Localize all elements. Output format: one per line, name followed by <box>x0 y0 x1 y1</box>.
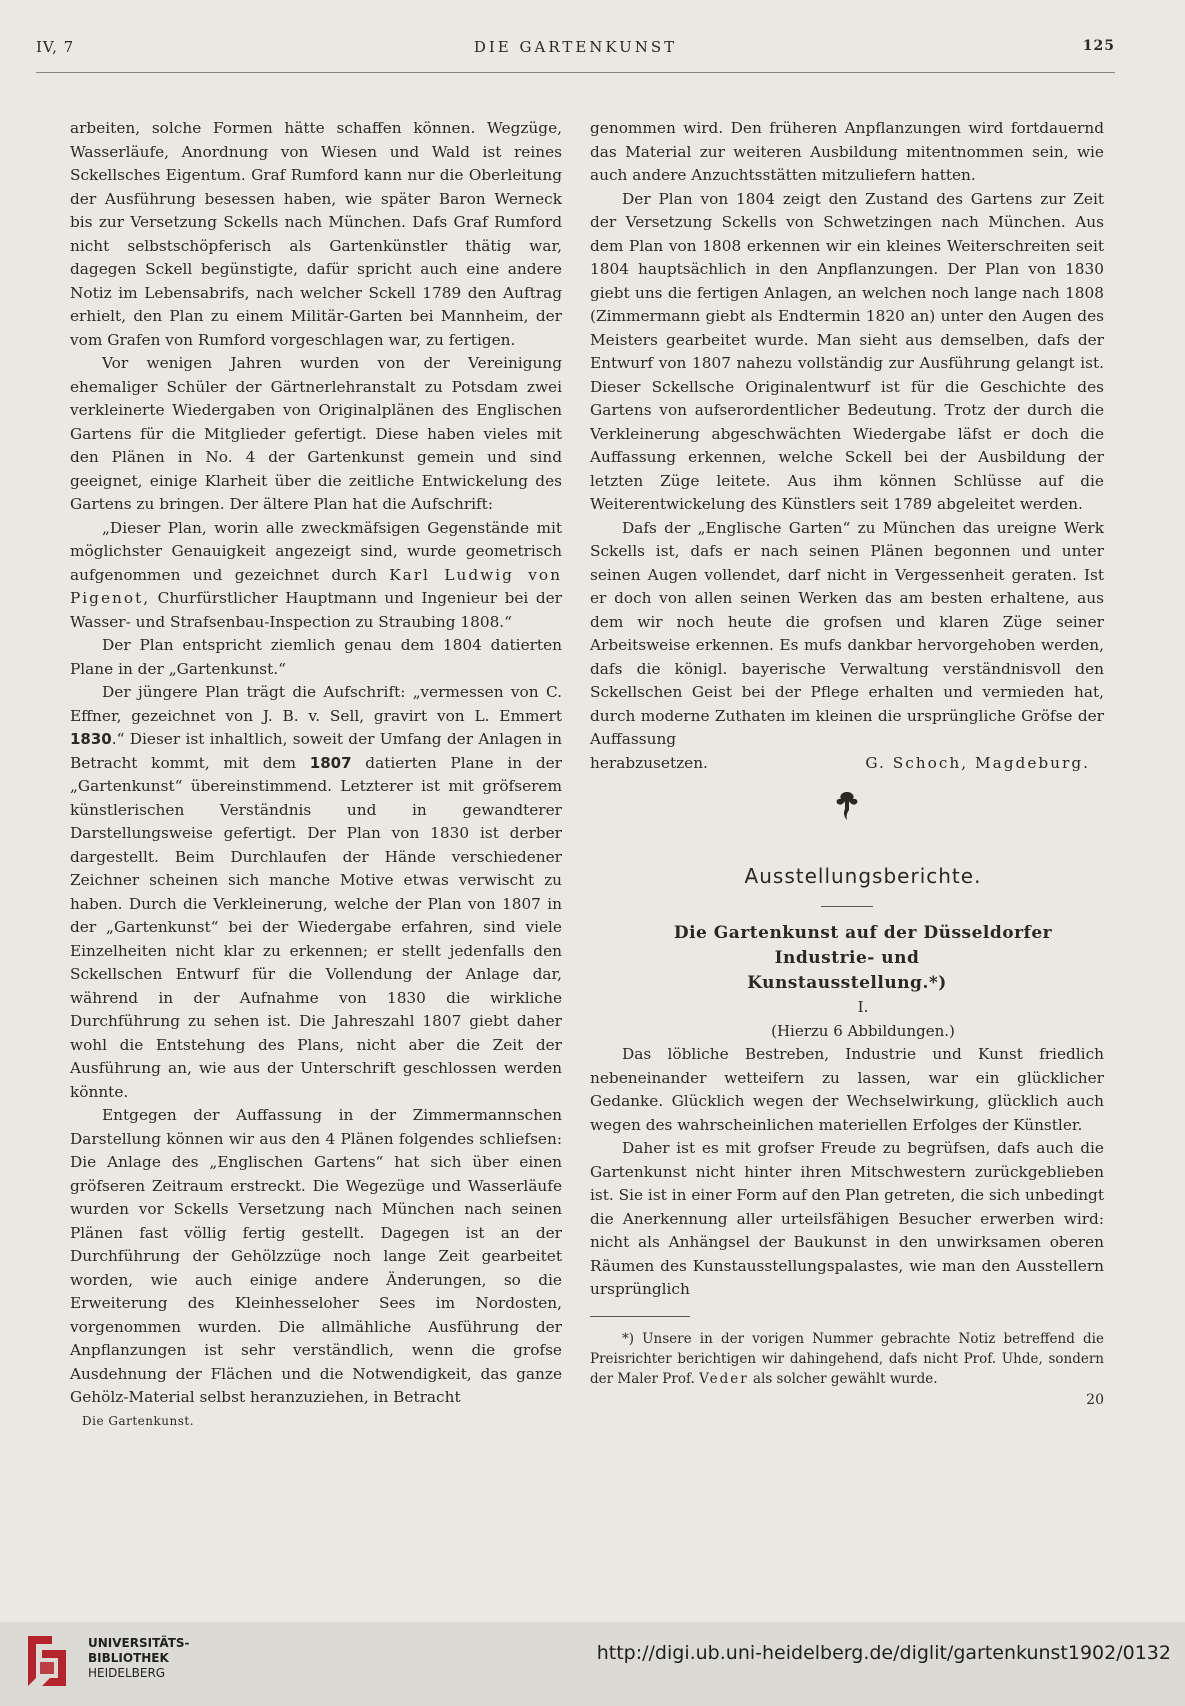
signature-line: herabzusetzen. G. Schoch, Magdeburg. <box>590 752 1104 776</box>
illustrations-note: (Hierzu 6 Abbildungen.) <box>771 1021 955 1040</box>
footnote: *) Unsere in der vorigen Nummer gebrachte Notiz betreffend die Preisrichter berichtigen wir dahingehend, dafs nicht Prof. Uhde, sondern der Maler Prof. Veder als solcher gewählt wurde. <box>590 1330 1104 1387</box>
paragraph: Der Plan entspricht ziemlich genau dem 1804 datierten Plane in der „Gartenkunst.“ <box>70 636 562 678</box>
spaced-name: Veder <box>699 1370 749 1387</box>
paragraph: Daher ist es mit grofser Freude zu begrüfsen, dafs auch die Gartenkunst nicht hinter ihren Mitschwestern zurückgeblieben ist. Sie ist in einer Form auf den Plan getreten, die sich unbedingt die Anerkennung aller urteilsfähigen Besucher erwerben wird: nicht als Anhängsel der Baukunst in den unwirksamen oberen Räumen des Kunstausstellungspalastes, wie man den Ausstellern ursprünglich <box>590 1139 1104 1298</box>
section-title: Ausstellungsberichte. <box>744 863 982 888</box>
paragraph: Der jüngere Plan trägt die Aufschrift: „vermessen von C. Effner, gezeichnet von J. B. v. Sell, gravirt von L. Emmert 1830.“ Dieser ist inhaltlich, soweit der Umfang der Anlagen in Betracht kommt, mit dem 1807 datierten Plane in der „Gartenkunst“ übereinstimmend. Letzterer ist mit gröfserem künstlerischen Verständnis und in gewandterer Darstellungsweise gefertigt. Der Plan von 1830 ist derber dargestellt. Beim Durchlaufen der Hände verschiedener Zeichner scheinen sich manche Motive etwas verwischt zu haben. Durch die Verkleinerung, welche der Plan von 1807 in der „Gartenkunst“ bei der Wiedergabe erfahren, sind viele Einzelheiten nicht klar zu erkennen; er stellt jedenfalls den Sckellschen Entwurf für die Vollendung der Anlage dar, während in der Aufnahme von 1830 die wirkliche Durchführung zu sehen ist. Die Jahreszahl 1807 giebt daher wohl die Entstehung des Plans, nicht aber die Zeit der Ausführung an, wie aus der Unterschrift geschlossen werden könnte. <box>70 683 562 1101</box>
source-url-link[interactable]: http://digi.ub.uni-heidelberg.de/diglit/gartenkunst1902/0132 <box>596 1642 1171 1664</box>
year-1807: 1807 <box>309 753 352 772</box>
paragraph: genommen wird. Den früheren Anpflanzungen wird fortdauernd das Material zur weiteren Ausbildung mitentnommen sein, wie auch andere Anzuchtsstätten mitzuliefern hatten. <box>590 119 1104 184</box>
digitization-footer <box>0 1622 1185 1706</box>
footnote-rule <box>590 1316 690 1317</box>
header-rule <box>36 72 1115 73</box>
paragraph: arbeiten, solche Formen hätte schaffen können. Wegzüge, Wasserläufe, Anordnung von Wiesen und Wald ist reines Sckellsches Eigentum. Graf Rumford kann nur die Oberleitung der Ausführung besessen haben, wie später Baron Werneck bis zur Versetzung Sckells nach München. Dafs Graf Rumford nicht selbstschöpferisch als Gartenkünstler thätig war, dagegen Sckell begünstigte, dafür spricht auch eine andere Notiz im Lebensabrifs, nach welcher Sckell 1789 den Auftrag erhielt, den Plan zu einem Militär-Garten bei Mannheim, der vom Grafen von Rumford vorgeschlagen war, zu fertigen. <box>70 119 562 349</box>
signature-mark: 20 <box>1086 1391 1104 1408</box>
university-library-logo-icon <box>22 1632 72 1690</box>
paragraph: Der Plan von 1804 zeigt den Zustand des Gartens zur Zeit der Versetzung Sckells von Schwetzingen nach München. Aus dem Plan von 1808 erkennen wir ein kleines Weiterschreiten seit 1804 hauptsächlich in den Anpflanzungen. Der Plan von 1830 giebt uns die fertigen Anlagen, an welchen noch lange nach 1808 (Zimmermann giebt als Endtermin 1820 an) unter den Augen des Meisters gearbeitet wurde. Man sieht aus demselben, dafs der Entwurf von 1807 nahezu vollständig zur Ausführung gelangt ist. Dieser Sckellsche Originalentwurf ist für die Geschichte des Gartens von aufserordentlicher Bedeutung. Trotz der durch die Verkleinerung abgeschwächten Wiedergabe läfst er doch die Auffassung erkennen, welche Sckell bei der Ausbildung der letzten Züge leitete. Aus ihm können Schlüsse auf die Weiterentwickelung des Künstlers seit 1789 abgeleitet werden. <box>590 189 1104 513</box>
author-signature: G. Schoch, Magdeburg. <box>865 753 1090 772</box>
journal-title: DIE GARTENKUNST <box>473 38 678 56</box>
paragraph: Entgegen der Auffassung in der Zimmermannschen Darstellung können wir aus den 4 Plänen folgendes schliefsen: Die Anlage des „Englischen Gartens“ hat sich über einen gröfseren Zeitraum erstreckt. Die Wegezüge und Wasserläufe wurden vor Sckells Versetzung nach München nach seinen Plänen fast völlig fertig gestellt. Dagegen ist an der Durchführung der Gehölzzüge noch lange Zeit gearbeitet worden, wie auch einige andere Änderungen, so die Erweiterung des Kleinhesseloher Sees im Nordosten, vorgenommen wurden. Die allmähliche Ausführung der Anpflanzungen ist sehr verständlich, wenn die grofse Ausdehnung der Flächen und die Notwendigkeit, das ganze Gehölz-Material selbst heranzuziehen, in Betracht <box>70 1106 562 1406</box>
part-number: I. <box>857 998 869 1016</box>
paragraph: Dafs der „Englische Garten“ zu München das ureigne Werk Sckells ist, dafs er nach seinen Plänen begonnen und unter seinen Augen vollendet, darf nicht in Vergessenheit geraten. Ist er doch von allen seinen Werken das am besten erhaltene, aus dem wir noch heute die grofsen und klaren Züge seiner Arbeitsweise erkennen. Es mufs dankbar hervorgehoben werden, dafs die königl. bayerische Verwaltung verständnisvoll den Sckellschen Geist bei der Pflege erhalten und vermieden hat, durch moderne Zuthaten im kleinen die ursprüngliche Gröfse der Auffassung <box>590 518 1104 748</box>
paragraph: Das löbliche Bestreben, Industrie und Kunst friedlich nebeneinander wetteifern zu lassen, war ein glücklicher Gedanke. Glücklich wegen der Wechselwirkung, glücklich auch wegen des wahrscheinlichen materiellen Erfolges der Künstler. <box>590 1045 1104 1134</box>
paragraph: Vor wenigen Jahren wurden von der Vereinigung ehemaliger Schüler der Gärtnerlehranstalt zu Potsdam zwei verkleinerte Wiedergaben von Originalplänen des Englischen Gartens für die Mitglieder gefertigt. Diese haben vieles mit den Plänen in No. 4 der Gartenkunst gemein und sind geeignet, einige Klarheit über die zeitliche Entwickelung des Gartens zu bringen. Der ältere Plan hat die Aufschrift: <box>70 354 562 513</box>
year-1830: 1830 <box>70 730 112 748</box>
ornament-icon <box>590 789 1104 831</box>
article-title: Die Gartenkunst auf der Düsseldorfer Industrie- und Kunstausstellung.*) <box>673 923 1053 993</box>
running-header <box>36 38 1115 62</box>
signature-line: Die Gartenkunst. <box>82 1413 195 1428</box>
library-name: UNIVERSITÄTS- BIBLIOTHEK HEIDELBERG <box>88 1636 190 1680</box>
quote-paragraph: „Dieser Plan, worin alle zweckmäfsigen Gegenstände mit möglichster Genauigkeit angezeigt sind, wurde geometrisch aufgenommen und gezeichnet durch Karl Ludwig von Pigenot, Churfürstlicher Hauptmann und Ingenieur bei der Wasser- und Strafsenbau-Inspection zu Straubing 1808.“ <box>70 518 562 631</box>
volume-issue: IV, 7 <box>36 38 75 56</box>
page-number: 125 <box>1082 38 1115 54</box>
left-column <box>70 117 562 1433</box>
right-column <box>590 117 1104 1412</box>
section-rule <box>821 906 873 907</box>
spaced-name: Karl Ludwig von Pigenot, <box>70 565 562 607</box>
